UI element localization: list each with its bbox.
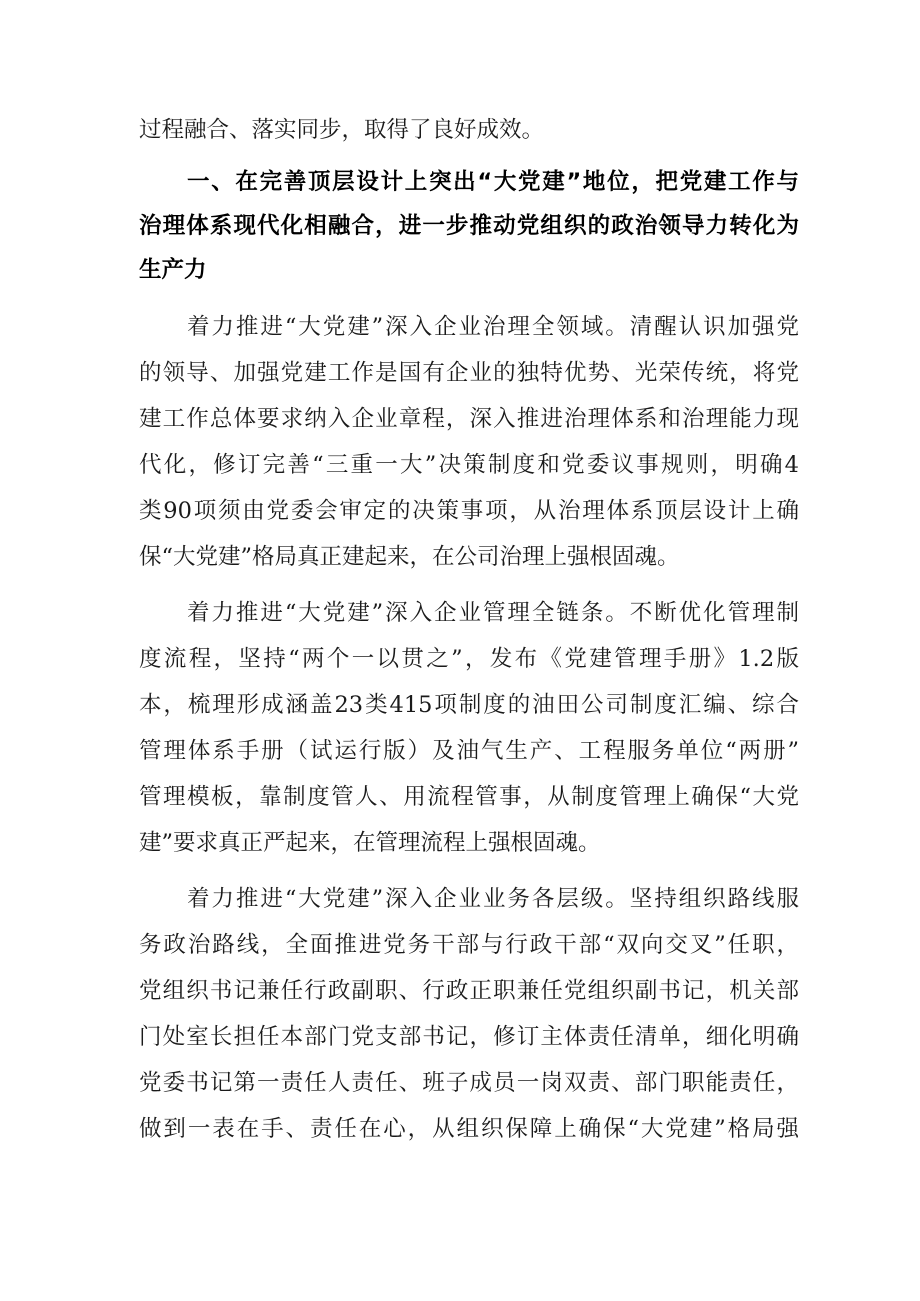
text-line-22: 做到一表在手、责任在心，从组织保障上确保“大党建”格局强	[139, 1116, 799, 1142]
text-line-17: 着力推进“大党建”深入企业业务各层级。坚持组织路线服	[187, 886, 799, 912]
section-heading-line-2: 治理体系现代化相融合，进一步推动党组织的政治领导力转化为	[139, 213, 799, 239]
text-line-21: 党委书记第一责任人责任、班子成员一岗双责、部门职能责任，	[139, 1070, 799, 1096]
text-line-16: 建”要求真正严起来，在管理流程上强根固魂。	[139, 830, 601, 856]
text-line-5: 着力推进“大党建”深入企业治理全领域。清醒认识加强党	[187, 314, 799, 340]
text-line-18: 务政治路线，全面推进党务干部与行政干部“双向交叉”任职，	[139, 932, 799, 958]
text-line-15: 管理模板，靠制度管人、用流程管事，从制度管理上确保“大党	[139, 784, 799, 810]
text-line-8: 代化，修订完善“三重一大”决策制度和党委议事规则，明确4	[139, 452, 799, 478]
text-line-10: 保“大党建”格局真正建起来，在公司治理上强根固魂。	[139, 544, 680, 570]
section-heading-line-1: 一、在完善顶层设计上突出“大党建”地位，把党建工作与	[187, 169, 799, 195]
text-line-12: 度流程，坚持“两个一以贯之”，发布《党建管理手册》1.2版	[139, 646, 799, 672]
text-line-1: 过程融合、落实同步，取得了良好成效。	[139, 117, 545, 143]
text-line-6: 的领导、加强党建工作是国有企业的独特优势、光荣传统，将党	[139, 360, 799, 386]
text-line-11: 着力推进“大党建”深入企业管理全链条。不断优化管理制	[187, 600, 799, 626]
text-line-9: 类90项须由党委会审定的决策事项，从治理体系顶层设计上确	[139, 498, 799, 524]
text-line-19: 党组织书记兼任行政副职、行政正职兼任党组织副书记，机关部	[139, 978, 799, 1004]
text-line-13: 本，梳理形成涵盖23类415项制度的油田公司制度汇编、综合	[139, 692, 799, 718]
text-line-7: 建工作总体要求纳入企业章程，深入推进治理体系和治理能力现	[139, 406, 799, 432]
section-heading-line-3: 生产力	[139, 257, 207, 283]
text-line-14: 管理体系手册（试运行版）及油气生产、工程服务单位“两册”	[139, 738, 799, 764]
text-line-20: 门处室长担任本部门党支部书记，修订主体责任清单，细化明确	[139, 1024, 799, 1050]
